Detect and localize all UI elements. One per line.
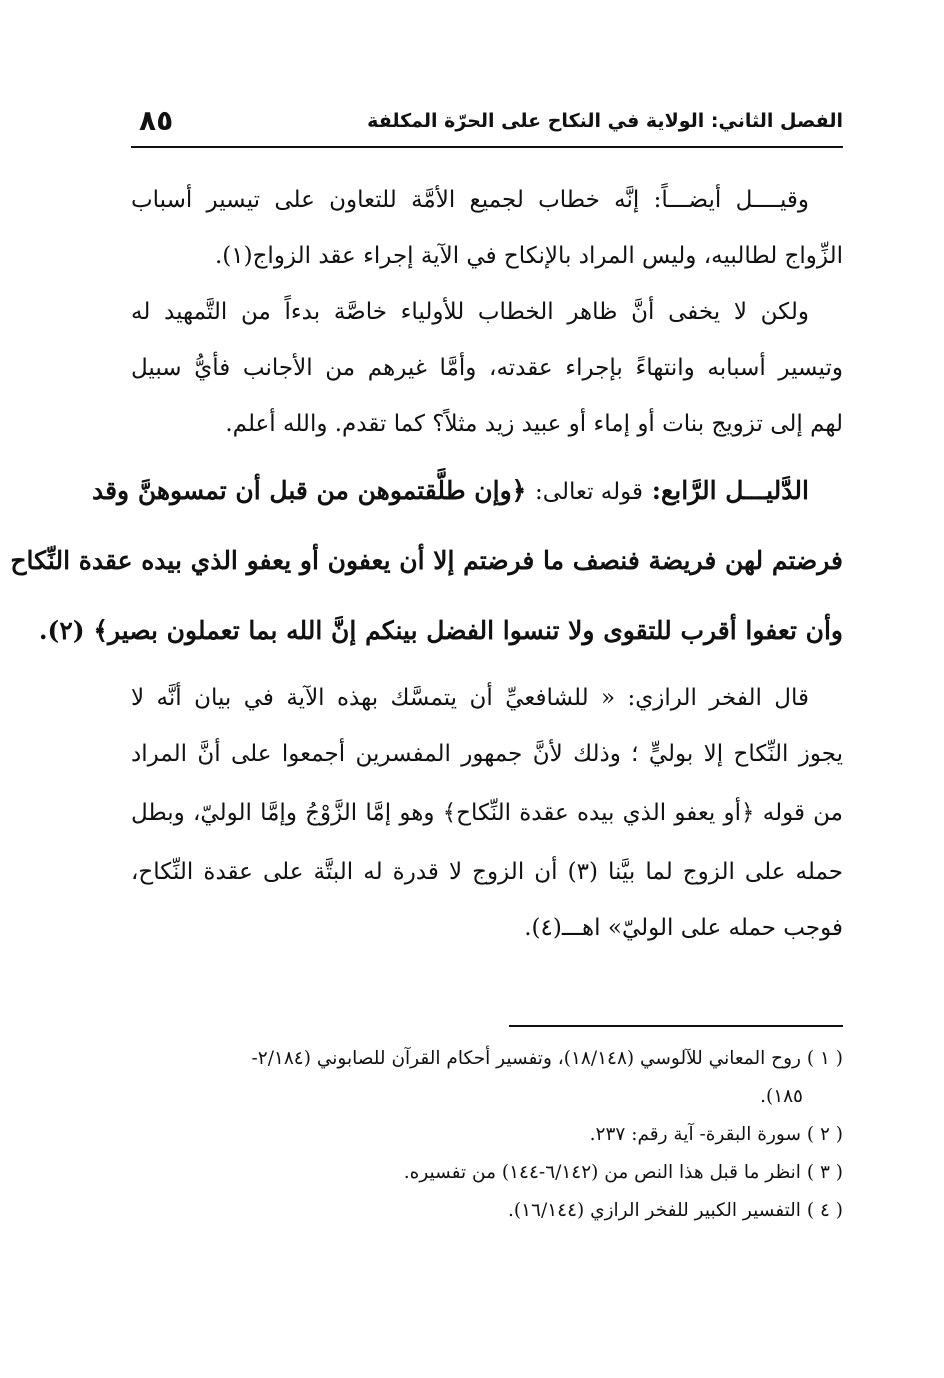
text-line: الزِّواج لطالبيه، وليس المراد بالإنكاح في الآية إجراء عقد الزواج(١).: [214, 243, 843, 269]
text-line: لهم إلى تزويج بنات أو إماء أو عبيد زيد مثلاً؟ كما تقدم. والله أعلم.: [225, 411, 843, 437]
quote-line: يجوز النِّكاح إلا بوليٍّ ؛ وذلك لأنَّ جمهور المفسرين أجمعوا على أنَّ المراد: [131, 741, 843, 767]
evidence-intro: قوله تعالى:: [535, 479, 644, 505]
footnote-1-continuation: ١٨٥).: [760, 1086, 803, 1107]
footnotes: [131, 1040, 843, 1230]
footnote-3: [131, 1154, 843, 1192]
evidence-label: الدَّليـــل الرَّابع:: [651, 476, 809, 505]
chapter-title: الفصل الثاني: الولاية في النكاح على الحرّة المكلفة: [367, 110, 843, 132]
text-line: وتيسير أسبابه وانتهاءً بإجراء عقدته، وأمَّا غيرهم من الأجانب فأيُّ سبيل: [131, 355, 843, 381]
footnote-marker: ( ٤ ): [806, 1200, 843, 1221]
page-number: ٨٥: [139, 104, 174, 137]
text-line: ولكن لا يخفى أنَّ ظاهر الخطاب للأولياء خاصَّة بدءاً من التَّمهيد له: [131, 299, 809, 325]
footnote-1: [131, 1040, 843, 1078]
footnote-separator: [509, 1025, 843, 1027]
quran-verse-line: فرضتم لهن فريضة فنصف ما فرضتم إلا أن يعفون أو يعفو الذي بيده عقدة النِّكاح: [10, 546, 843, 575]
text-line: وقيــــل أيضـــاً: إنَّه خطاب لجميع الأمَّة للتعاون على تيسير أسباب: [131, 187, 809, 213]
footnote-text: سورة البقرة- آية رقم: ٢٣٧.: [589, 1124, 801, 1145]
quote-line: قال الفخر الرازي: « للشافعيِّ أن يتمسَّك بهذه الآية في بيان أنَّه لا: [131, 685, 809, 711]
footnote-text: انظر ما قبل هذا النص من (٦/١٤٢-١٤٤) من تفسيره.: [403, 1162, 801, 1183]
footnote-marker: ( ٢ ): [806, 1124, 843, 1145]
quote-line: فوجب حمله على الوليّ» اهـــ(٤).: [524, 915, 843, 941]
footnote-marker: ( ١ ): [806, 1048, 843, 1069]
quran-verse-line: وأن تعفوا أقرب للتقوى ولا تنسوا الفضل بينكم إنَّ الله بما تعملون بصير﴾ (٢).: [38, 616, 843, 645]
running-header: [131, 104, 843, 148]
quran-verse-part: ﴿وإن طلَّقتموهن من قبل أن تمسوهنَّ وقد: [91, 476, 527, 505]
footnote-2: [131, 1116, 843, 1154]
main-text: [10, 172, 843, 956]
quote-line: من قوله ﴿أو يعفو الذي بيده عقدة النِّكاح﴾ وهو إمَّا الزَّوْجُ وإمَّا الوليّ، وبطل: [131, 800, 843, 826]
quote-line: حمله على الزوج لما بيَّنا (٣) أن الزوج لا قدرة له البتَّة على عقدة النِّكاح،: [131, 859, 843, 885]
footnote-marker: ( ٣ ): [806, 1162, 843, 1183]
footnote-text: روح المعاني للآلوسي (١٨/١٤٨)، وتفسير أحكام القرآن للصابوني (٢/١٨٤-: [251, 1048, 801, 1069]
evidence-first-line: [91, 456, 843, 526]
footnote-text: التفسير الكبير للفخر الرازي (١٦/١٤٤).: [507, 1200, 801, 1221]
footnote-4: [131, 1192, 843, 1230]
